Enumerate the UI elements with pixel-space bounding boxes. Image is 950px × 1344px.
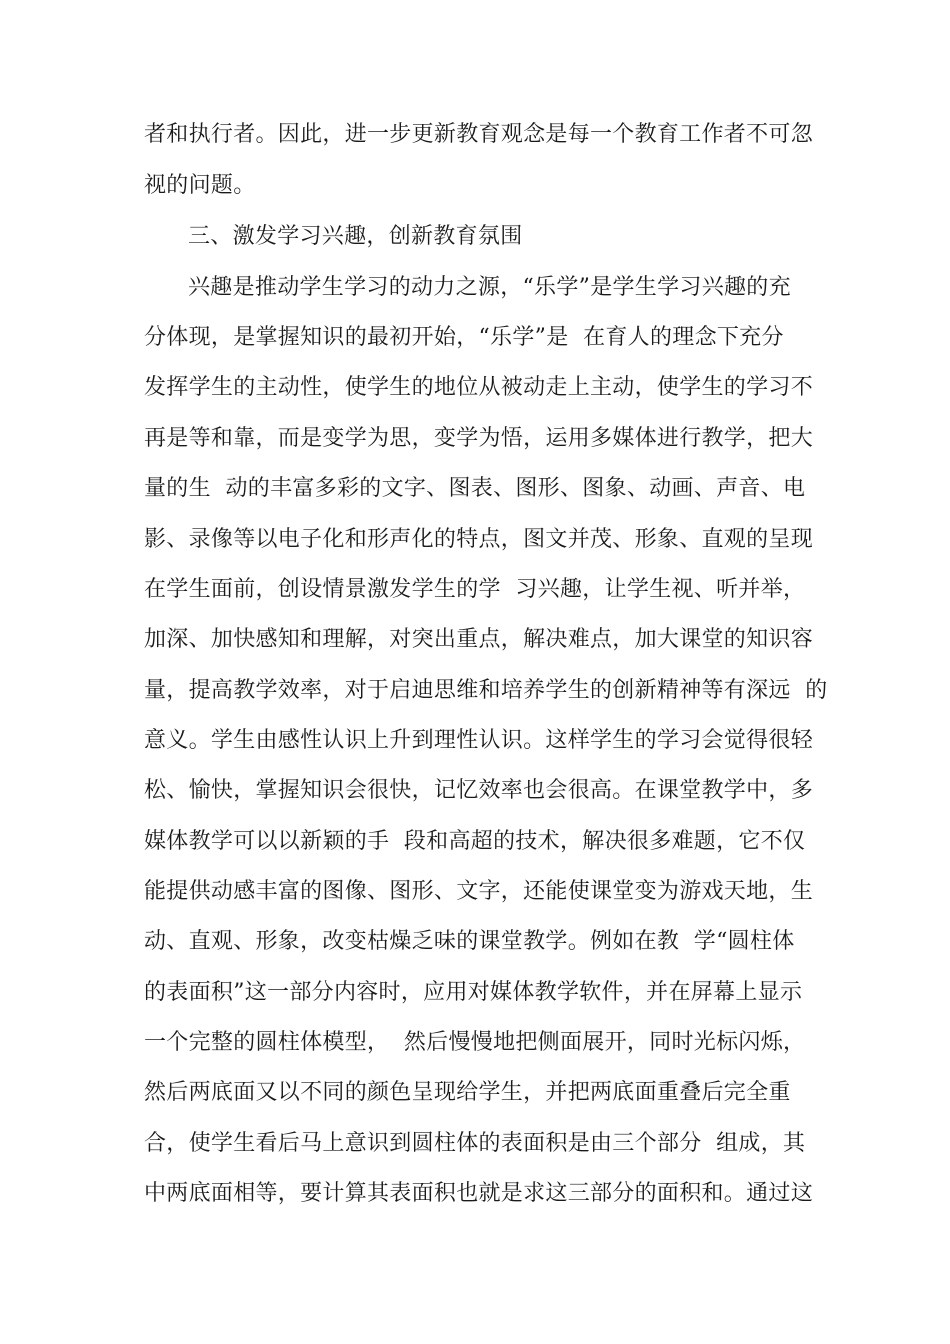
text-line: 意义。学生由感性认识上升到理性认识。这样学生的学习会觉得很轻 xyxy=(144,728,814,753)
text-line: 视的问题。 xyxy=(144,173,256,198)
text-line: 者和执行者。因此，进一步更新教育观念是每一个教育工作者不可忽 xyxy=(144,122,814,147)
text-line: 影、录像等以电子化和形声化的特点，图文并茂、形象、直观的呈现 xyxy=(144,527,814,552)
text-line: 一个完整的圆柱体模型， 然后慢慢地把侧面展开，同时光标闪烁， xyxy=(144,1030,806,1055)
paragraph-first-line: 兴趣是推动学生学习的动力之源，“乐学”是学生学习兴趣的充 xyxy=(188,275,791,300)
text-line: 量的生 动的丰富多彩的文字、图表、图形、图象、动画、声音、电 xyxy=(144,476,806,501)
text-line: 松、愉快，掌握知识会很快，记忆效率也会很高。在课堂教学中，多 xyxy=(144,778,814,803)
text-line: 合，使学生看后马上意识到圆柱体的表面积是由三个部分 组成，其 xyxy=(144,1131,806,1156)
text-line: 然后两底面又以不同的颜色呈现给学生，并把两底面重叠后完全重 xyxy=(144,1080,791,1105)
text-line: 媒体教学可以以新颖的手 段和高超的技术，解决很多难题，它不仅 xyxy=(144,829,806,854)
text-line: 在学生面前，创设情景激发学生的学 习兴趣，让学生视、听并举， xyxy=(144,577,806,602)
text-line: 量，提高教学效率，对于启迪思维和培养学生的创新精神等有深远 的 xyxy=(144,678,828,703)
section-heading: 三、激发学习兴趣，创新教育氛围 xyxy=(188,224,523,249)
text-line: 能提供动感丰富的图像、图形、文字，还能使课堂变为游戏天地，生 xyxy=(144,879,814,904)
text-line: 发挥学生的主动性，使学生的地位从被动走上主动，使学生的学习不 xyxy=(144,375,814,400)
text-line: 分体现，是掌握知识的最初开始，“乐学”是 在育人的理念下充分 xyxy=(144,325,784,350)
text-line: 中两底面相等，要计算其表面积也就是求这三部分的面积和。通过这 xyxy=(144,1181,814,1206)
text-line: 再是等和靠，而是变学为思，变学为悟，运用多媒体进行教学，把大 xyxy=(144,426,814,451)
text-line: 动、直观、形象，改变枯燥乏味的课堂教学。例如在教 学“圆柱体 xyxy=(144,929,795,954)
text-line: 加深、加快感知和理解，对突出重点，解决难点，加大课堂的知识容 xyxy=(144,627,814,652)
text-line: 的表面积”这一部分内容时，应用对媒体教学软件，并在屏幕上显示 xyxy=(144,980,803,1005)
